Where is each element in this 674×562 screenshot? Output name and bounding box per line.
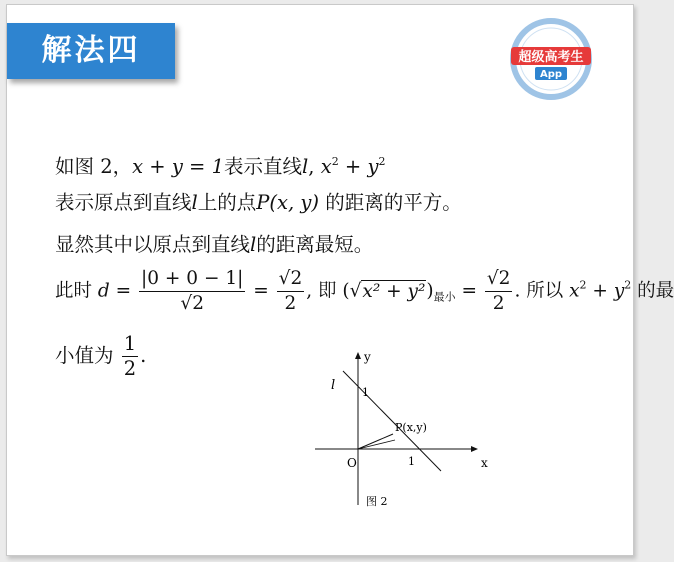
y-axis-label: y — [364, 350, 371, 364]
fraction-root2-num: √2 — [277, 267, 305, 292]
line1-y: y — [367, 155, 379, 178]
line3-l: l — [250, 233, 257, 256]
section-tag: 解法四 — [7, 23, 175, 79]
min-subscript: 最小 — [433, 290, 456, 304]
fraction-half-den: 2 — [123, 357, 137, 380]
line4-eq1: = — [115, 280, 132, 302]
line4-b: , 即 ( — [306, 280, 350, 302]
line4-d2: . 所以 — [514, 280, 564, 302]
line3-a: 显然其中以原点到直线 — [55, 233, 251, 256]
line2-c: 的距离的平方。 — [319, 191, 462, 214]
line4-a: 此时 — [55, 280, 93, 302]
fraction-distance-den: √2 — [180, 293, 204, 314]
line-l-label: l — [331, 378, 336, 393]
figure-caption: 图 2 — [366, 495, 388, 508]
line4-eq2: = — [253, 280, 269, 302]
line1-x-exp: 2 — [331, 155, 339, 168]
text-line-1 — [55, 148, 385, 181]
x-intercept-label: 1 — [408, 455, 415, 468]
line4-eq3: = — [461, 280, 477, 302]
line2-l: l — [191, 191, 198, 214]
line4-y: y — [613, 280, 625, 302]
fraction-root2-den: 2 — [284, 293, 297, 314]
figure-2-graph — [307, 345, 497, 520]
line1-prefix: 如图 2， — [55, 155, 133, 178]
point-p-label: P(x,y) — [395, 421, 427, 434]
line4-c: ) — [426, 280, 434, 302]
line4-e: 的最 — [631, 280, 674, 302]
sqrt-content: x² + y² — [362, 280, 426, 302]
text-line-5 — [55, 332, 146, 381]
text-line-4 — [55, 267, 674, 316]
line4-y-exp: 2 — [624, 278, 632, 292]
line1-y-exp: 2 — [378, 155, 386, 168]
line3-b: 的距离最短。 — [256, 233, 374, 256]
content-card — [6, 4, 674, 556]
line2-b: 上的点 — [197, 191, 257, 214]
line1-x: x — [320, 155, 332, 178]
line1-mid: 表示直线 — [224, 155, 303, 178]
line1-equation: x + y = 1 — [132, 155, 225, 178]
line1-l: l — [302, 155, 309, 178]
sqrt-sign: √ — [349, 280, 362, 302]
line2-point: P(x, y) — [256, 191, 320, 214]
text-line-2 — [55, 189, 462, 217]
fraction-result-num: √2 — [485, 267, 513, 292]
line5-a: 小值为 — [55, 344, 114, 367]
line4-x-exp: 2 — [579, 278, 587, 292]
y-intercept-label: 1 — [362, 386, 369, 399]
logo-title: 超级高考生 — [518, 50, 584, 65]
app-logo-icon — [509, 17, 593, 101]
line4-plus: + — [586, 280, 614, 302]
line5-period: . — [140, 344, 147, 367]
line4-d: d — [97, 280, 110, 302]
origin-label: O — [347, 456, 357, 470]
logo-sub: App — [539, 69, 563, 80]
fraction-half-num: 1 — [123, 332, 137, 355]
x-axis-label: x — [481, 456, 488, 470]
fraction-distance-num: |0 + 0 − 1| — [139, 267, 245, 292]
line2-a: 表示原点到直线 — [55, 191, 192, 214]
fraction-result — [485, 267, 513, 316]
fraction-distance — [139, 267, 245, 316]
text-line-3 — [55, 231, 373, 259]
line1-plus: + — [338, 155, 368, 178]
fraction-half — [122, 332, 138, 381]
line4-x: x — [569, 280, 580, 302]
fraction-root2-over-2 — [277, 267, 305, 316]
fraction-result-den: 2 — [492, 293, 505, 314]
line1-comma: , — [308, 155, 315, 178]
